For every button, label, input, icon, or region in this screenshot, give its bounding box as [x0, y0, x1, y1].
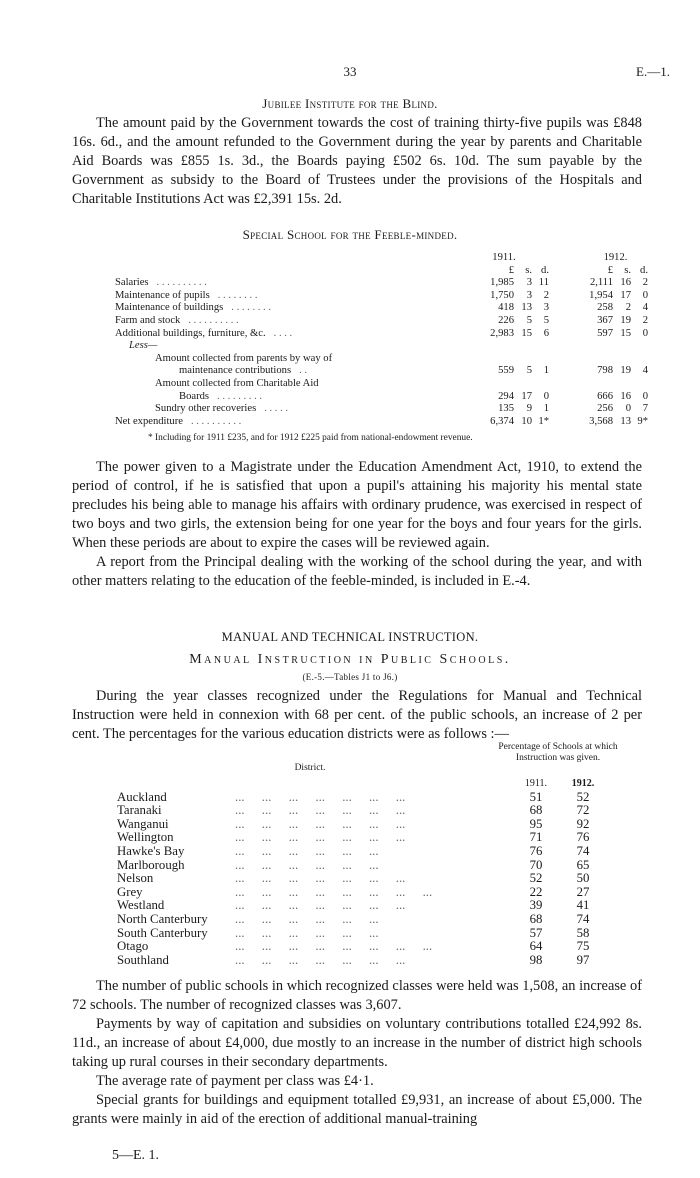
- district-row: [117, 886, 606, 900]
- value-1912: 2: [642, 277, 648, 289]
- value-1912: 3,568: [589, 415, 613, 427]
- manual-paragraph-2: Payments by way of capitation and subsidies on voluntary contributions totalled £24,992 8s. 11d., an increase of about £4,000, due mostly to an increase in the number of district high schools taking up rural courses in their secondary departments.: [72, 1016, 642, 1070]
- value-1912: 13: [620, 415, 631, 427]
- district-name: Hawke's Bay: [117, 843, 185, 858]
- tables-reference: (E.-5.—Tables J1 to J6.): [302, 672, 398, 682]
- value-1911: 9: [526, 403, 532, 415]
- value-1911: [469, 378, 514, 391]
- district-name: North Canterbury: [117, 911, 208, 926]
- unit-shillings: s.: [525, 264, 532, 276]
- unit-pounds: £: [508, 264, 514, 276]
- percent-1912: 72: [576, 803, 590, 818]
- value-1911: [469, 340, 514, 353]
- district-row: [117, 940, 606, 954]
- feeble-minded-expenditure-table: [115, 252, 648, 428]
- district-row: [117, 791, 606, 805]
- district-row: [117, 954, 606, 968]
- value-1911: 10: [521, 415, 532, 427]
- percentage-column-header: Percentage of Schools at which Instruction was given.: [498, 742, 618, 763]
- value-1911: 5: [526, 365, 532, 377]
- leader-dots: ... ... ... ... ... ... ...: [235, 816, 406, 831]
- percent-1911: 57: [529, 925, 543, 940]
- value-1911: [514, 353, 532, 366]
- value-1912: 15: [620, 327, 631, 339]
- percent-1911: 71: [529, 830, 543, 845]
- feeble-minded-title: Special School for the Feeble-minded.: [242, 227, 458, 242]
- table-row: [115, 277, 648, 290]
- percent-1911: 68: [529, 911, 543, 926]
- blind-paragraph: The amount paid by the Government towards the cost of training thirty-five pupils was £848 16s. 6d., and the amount refunded to the Government during the year by parents and Charitable Aid Boards was £855 1s. 3d., the Boards paying £502 6s. 10d. The sum payable by the Government as subsidy to the Board of Trustees under the provisions of the Hospitals and Charitable Institutions Act was £2,391 15s. 2d.: [72, 115, 642, 207]
- value-1912: 0: [625, 403, 631, 415]
- district-row: [117, 818, 606, 832]
- manual-paragraph-1: The number of public schools in which recognized classes were held was 1,508, an increase of 72 schools. The number of recognized classes was 3,607.: [72, 978, 642, 1013]
- percent-1912: 52: [576, 789, 590, 804]
- leader-dots: ... ... ... ... ... ... ... ...: [235, 884, 433, 899]
- row-label: Amount collected from parents by way of: [155, 352, 333, 364]
- value-1911: 3: [526, 289, 532, 301]
- leader-dots: ... ... ... ... ... ... ...: [235, 803, 406, 818]
- district-row: [117, 872, 606, 886]
- district-name: Grey: [117, 884, 143, 899]
- leader-dots: . . . . . . . . . .: [190, 415, 242, 427]
- percent-1912: 75: [576, 939, 590, 954]
- district-name: Nelson: [117, 871, 154, 886]
- percent-1912: 97: [576, 952, 590, 967]
- value-1911: 15: [521, 327, 532, 339]
- leader-dots: ... ... ... ... ... ... ...: [235, 789, 406, 804]
- unit-shillings: s.: [624, 264, 631, 276]
- leader-dots: . . . . . . . .: [217, 289, 258, 301]
- percent-1911: 51: [529, 789, 543, 804]
- value-1911: 135: [498, 403, 514, 415]
- leader-dots: . . . . .: [264, 403, 289, 415]
- value-1911: 11: [538, 277, 549, 289]
- district-name: Southland: [117, 952, 169, 967]
- value-1912: 19: [620, 314, 631, 326]
- row-label: Net expenditure: [115, 415, 183, 427]
- percent-1911: 52: [529, 871, 543, 886]
- value-1911: 0: [543, 390, 549, 402]
- value-1911: 1: [543, 403, 549, 415]
- value-1911: 1,750: [490, 289, 514, 301]
- value-1912: [631, 353, 648, 366]
- value-1912: 2,111: [589, 277, 613, 289]
- district-row: [117, 845, 606, 859]
- leader-dots: . .: [299, 365, 308, 377]
- value-1911: 1*: [538, 415, 549, 427]
- district-row: [117, 804, 606, 818]
- district-name: Marlborough: [117, 857, 185, 872]
- percent-1912: 65: [576, 857, 590, 872]
- value-1912: 367: [597, 314, 613, 326]
- row-label: Maintenance of buildings: [115, 302, 224, 314]
- leader-dots: . . . . . . . . . .: [156, 277, 207, 289]
- value-1912: 258: [597, 302, 613, 314]
- district-row: [117, 831, 606, 845]
- value-1911: [514, 340, 532, 353]
- row-label: Maintenance of pupils: [115, 289, 210, 301]
- row-label: Less—: [129, 340, 158, 352]
- manual-intro-paragraph: During the year classes recognized under the Regulations for Manual and Technical Instruction were held in connexion with 68 per cent. of the public schools, an increase of 2 per cent. The percentages for the various education districts were as follows :—: [72, 688, 642, 742]
- row-label: Farm and stock: [115, 314, 181, 326]
- percent-1912: 41: [576, 898, 590, 913]
- manual-paragraph-3: The average rate of payment per class was £4·1.: [96, 1073, 374, 1089]
- district-name: Otago: [117, 939, 149, 954]
- year-1911-header: 1911.: [492, 252, 516, 263]
- value-1912: [573, 340, 613, 353]
- value-1911: 6: [543, 327, 549, 339]
- value-1911: 3: [543, 302, 549, 314]
- percent-1911: 70: [529, 857, 543, 872]
- value-1911: [514, 378, 532, 391]
- section-code: E.—1.: [636, 64, 670, 79]
- value-1912: 16: [620, 277, 631, 289]
- district-percentage-table: [117, 777, 606, 967]
- row-label: Salaries: [115, 277, 149, 289]
- value-1911: 559: [498, 365, 514, 377]
- percent-1911: 95: [529, 816, 543, 831]
- leader-dots: . . . . . . . . . .: [188, 314, 239, 326]
- value-1911: 418: [498, 302, 514, 314]
- value-1911: [469, 353, 514, 366]
- district-row: [117, 899, 606, 913]
- row-label: Boards: [179, 390, 210, 402]
- value-1912: [631, 340, 648, 353]
- value-1911: 5: [543, 314, 549, 326]
- table-footnote: * Including for 1911 £235, and for 1912 £225 paid from national-endowment revenue.: [148, 433, 473, 443]
- leader-dots: ... ... ... ... ... ... ... ...: [235, 939, 433, 954]
- table-row: [115, 340, 648, 353]
- percent-1911: 68: [529, 803, 543, 818]
- row-label: Additional buildings, furniture, &c.: [115, 327, 266, 339]
- leader-dots: . . . . . . . .: [231, 302, 271, 314]
- value-1912: [631, 378, 648, 391]
- district-name: Auckland: [117, 789, 167, 804]
- percent-1912: 74: [576, 911, 590, 926]
- value-1912: 2: [625, 302, 631, 314]
- page-number: 33: [343, 64, 357, 79]
- table-row: [115, 391, 648, 404]
- value-1912: 597: [597, 327, 613, 339]
- manual-technical-heading: MANUAL AND TECHNICAL INSTRUCTION.: [221, 630, 479, 644]
- value-1912: 7: [642, 403, 648, 415]
- feeble-paragraph-1: The power given to a Magistrate under the Education Amendment Act, 1910, to extend the period of control, if he is satisfied that upon a pupil's attaining his majority his mental state precludes his being able to manage his affairs with ordinary prudence, was exercised in respect of two boys and two girls, the extension being for one year for the boys and four years for the girls. When these periods are about to expire the cases will be reviewed again.: [72, 459, 642, 551]
- district-row: [117, 913, 606, 927]
- leader-dots: ... ... ... ... ... ... ...: [235, 952, 406, 967]
- value-1912: 16: [620, 390, 631, 402]
- unit-pounds: £: [607, 264, 613, 276]
- table-row: [115, 365, 648, 378]
- signature-mark: 5—E. 1.: [112, 1148, 160, 1163]
- district-name: Taranaki: [117, 803, 162, 818]
- value-1912: 1,954: [589, 289, 613, 301]
- col-1911-header: 1911.: [524, 778, 548, 789]
- leader-dots: ... ... ... ... ... ... ...: [235, 898, 406, 913]
- leader-dots: ... ... ... ... ... ... ...: [235, 871, 406, 886]
- value-1912: [573, 353, 613, 366]
- district-name: Wanganui: [117, 816, 169, 831]
- district-name: Westland: [117, 898, 165, 913]
- percent-1912: 58: [576, 925, 590, 940]
- value-1912: 798: [597, 365, 613, 377]
- value-1912: [613, 353, 631, 366]
- year-1912-header: 1912.: [603, 252, 628, 263]
- value-1912: 4: [642, 365, 648, 377]
- leader-dots: . . . .: [273, 327, 293, 339]
- table-units-header: [115, 265, 648, 278]
- value-1911: 3: [526, 277, 532, 289]
- value-1912: [573, 378, 613, 391]
- value-1912: 256: [597, 403, 613, 415]
- value-1911: 13: [521, 302, 532, 314]
- col-1912-header: 1912.: [571, 778, 595, 789]
- value-1912: 0: [642, 289, 648, 301]
- percent-1912: 27: [576, 884, 590, 899]
- table-year-header: [115, 252, 648, 265]
- district-name: South Canterbury: [117, 925, 208, 940]
- district-name: Wellington: [117, 830, 174, 845]
- row-label: Amount collected from Charitable Aid: [155, 377, 319, 389]
- value-1911: [532, 378, 549, 391]
- value-1911: 294: [498, 390, 514, 402]
- unit-pence: d.: [541, 264, 549, 276]
- blind-institute-title: Jubilee Institute for the Blind.: [262, 96, 438, 111]
- unit-pence: d.: [640, 264, 648, 276]
- leader-dots: ... ... ... ... ... ...: [235, 911, 379, 926]
- table-row: [115, 378, 648, 391]
- value-1912: 19: [620, 365, 631, 377]
- percent-1911: 98: [529, 952, 543, 967]
- manual-paragraph-4: Special grants for buildings and equipment totalled £9,931, an increase of about £5,000. The grants were mainly in aid of the erection of additional manual-training: [72, 1092, 642, 1127]
- value-1911: 6,374: [490, 415, 514, 427]
- value-1912: 17: [620, 289, 631, 301]
- leader-dots: ... ... ... ... ... ...: [235, 925, 379, 940]
- percent-1912: 74: [576, 843, 590, 858]
- row-label: maintenance contributions: [179, 365, 292, 377]
- value-1911: 226: [498, 314, 514, 326]
- percent-1911: 76: [529, 843, 543, 858]
- value-1912: 0: [642, 390, 648, 402]
- leader-dots: . . . . . . . . .: [217, 390, 263, 402]
- table-row: [115, 290, 648, 303]
- leader-dots: ... ... ... ... ... ...: [235, 857, 379, 872]
- district-column-header: District.: [294, 763, 326, 773]
- table-row: [115, 353, 648, 366]
- percent-1911: 22: [529, 884, 543, 899]
- table-row: [115, 416, 648, 429]
- value-1911: 1,985: [490, 277, 514, 289]
- leader-dots: ... ... ... ... ... ...: [235, 843, 379, 858]
- value-1911: 17: [521, 390, 532, 402]
- value-1911: 2,983: [490, 327, 514, 339]
- leader-dots: ... ... ... ... ... ... ...: [235, 830, 406, 845]
- percent-1912: 76: [576, 830, 590, 845]
- table-row: [115, 302, 648, 315]
- value-1911: [532, 340, 549, 353]
- percent-1911: 39: [529, 898, 543, 913]
- table-row: [115, 328, 648, 341]
- percent-1912: 92: [576, 816, 590, 831]
- district-year-header: [117, 777, 606, 791]
- value-1912: [613, 340, 631, 353]
- percent-1912: 50: [576, 871, 590, 886]
- value-1912: 666: [597, 390, 613, 402]
- row-label: Sundry other recoveries: [155, 403, 257, 415]
- district-row: [117, 859, 606, 873]
- value-1912: 2: [642, 314, 648, 326]
- value-1912: 4: [642, 302, 648, 314]
- value-1911: 1: [543, 365, 549, 377]
- value-1912: 0: [642, 327, 648, 339]
- feeble-paragraph-2: A report from the Principal dealing with the working of the school during the year, and with other matters relating to the education of the feeble-minded, is included in E.-4.: [72, 554, 642, 589]
- value-1911: 2: [543, 289, 549, 301]
- value-1911: 5: [526, 314, 532, 326]
- table-row: [115, 315, 648, 328]
- value-1911: [532, 353, 549, 366]
- table-row: [115, 403, 648, 416]
- percent-1911: 64: [529, 939, 543, 954]
- district-row: [117, 927, 606, 941]
- value-1912: [613, 378, 631, 391]
- manual-instruction-subheading: Manual Instruction in Public Schools.: [189, 652, 511, 667]
- value-1912: 9*: [637, 415, 648, 427]
